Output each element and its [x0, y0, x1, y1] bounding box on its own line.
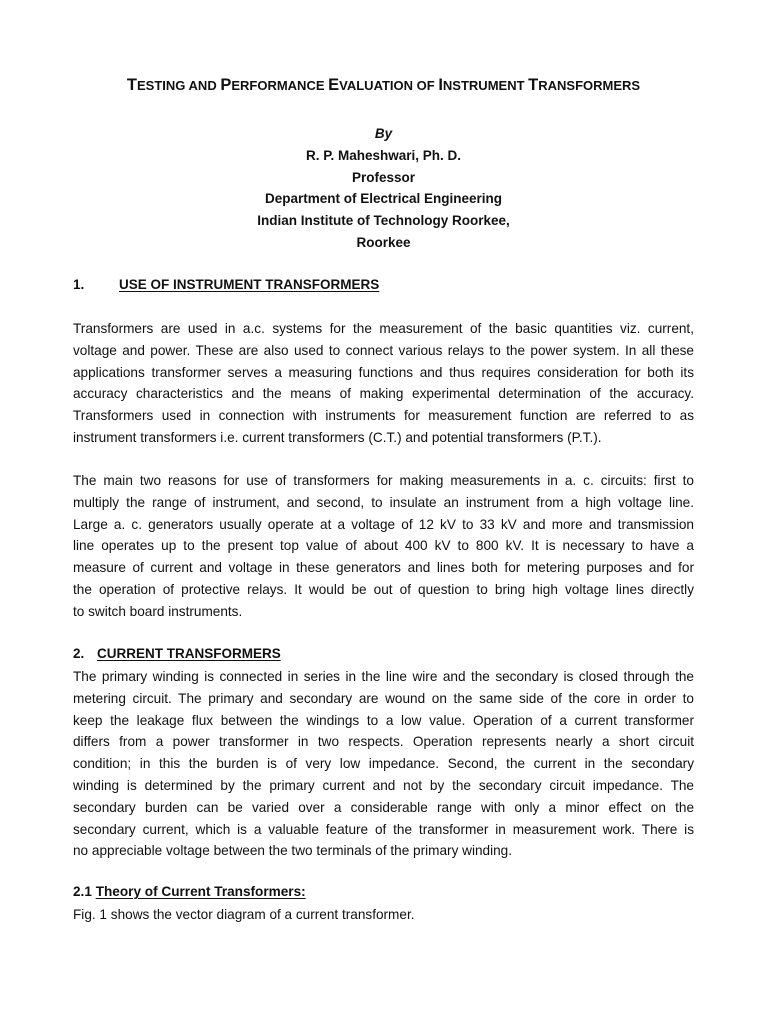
section-title: Theory of Current Transformers: — [95, 884, 306, 899]
document-title — [73, 76, 694, 95]
section-1-paragraph-2 — [73, 470, 694, 623]
title-word: EVALUATION OF — [328, 76, 439, 94]
author-name: R. P. Maheshwari, Ph. D. — [305, 147, 462, 163]
title-word: TRANSFORMERS — [528, 76, 641, 94]
text-line: multiply the range of instrument, and second, to insulate an instrument from a high voltage line. — [73, 494, 694, 510]
text-line: metering circuit. The primary and secondary are wound on the same side of the core in order to — [73, 690, 694, 706]
author-city: Roorkee — [356, 234, 411, 250]
text-line: keep the leakage flux between the windings to a low value. Operation of a current transformer — [73, 712, 694, 728]
section-number: 1. — [73, 277, 85, 292]
text-line: instrument transformers i.e. current transformers (C.T.) and potential transformers (P.T.). — [73, 429, 602, 445]
text-line: winding is determined by the primary current and not by the secondary circuit impedance. The — [73, 777, 694, 793]
section-2-1-paragraph-1 — [73, 904, 694, 926]
section-2-heading — [73, 646, 281, 661]
section-1-paragraph-1 — [73, 318, 694, 449]
text-line: measure of current and voltage in these generators and lines both for metering purposes and for — [73, 560, 694, 576]
byline-by: By — [374, 126, 393, 141]
text-line: condition; in this the burden is of very low impedance. Second, the current in the secondary — [73, 756, 694, 772]
text-line: Transformers are used in a.c. systems for the measurement of the basic quantities viz. current, — [73, 321, 694, 336]
text-line: accuracy characteristics and the means of making experimental determination of the accuracy. — [73, 386, 694, 402]
text-line: Fig. 1 shows the vector diagram of a current transformer. — [73, 907, 415, 922]
text-line: secondary burden can be varied over a considerable range with only a minor effect on the — [73, 799, 694, 815]
text-line: line operates up to the present top value of about 400 kV to 800 kV. It is necessary to have a — [73, 538, 694, 554]
text-line: applications transformer serves a measuring functions and thus requires consideration for both its — [73, 364, 694, 380]
text-line: The main two reasons for use of transformers for making measurements in a. c. circuits: first to — [73, 473, 694, 488]
author-institute: Indian Institute of Technology Roorkee, — [257, 213, 510, 229]
author-department: Department of Electrical Engineering — [264, 191, 503, 207]
text-line: Large a. c. generators usually operate at a voltage of 12 kV to 33 kV and more and transmission — [73, 516, 694, 532]
section-number: 2.1 — [73, 884, 92, 899]
text-line: Transformers used in connection with instruments for measurement function are referred to as — [73, 408, 694, 424]
title-word: TESTING AND — [126, 76, 221, 94]
section-title: CURRENT TRANSFORMERS — [97, 646, 281, 661]
section-2-1-heading — [73, 884, 306, 899]
text-line: no appreciable voltage between the two terminals of the primary winding. — [73, 843, 513, 859]
title-word: PERFORMANCE — [220, 76, 329, 94]
text-line: The primary winding is connected in series in the line wire and the secondary is closed through the — [73, 669, 694, 684]
title-word: INSTRUMENT — [438, 76, 529, 94]
section-title: USE OF INSTRUMENT TRANSFORMERS — [119, 277, 380, 292]
text-line: the operation of protective relays. It would be out of question to bring high voltage lines directly — [73, 581, 694, 597]
text-line: differs from a power transformer in two respects. Operation represents nearly a short circuit — [73, 734, 694, 750]
author-byline — [73, 123, 694, 254]
section-2-paragraph-1 — [73, 666, 694, 862]
text-line: secondary current, which is a valuable feature of the transformer in measurement work. There is — [73, 821, 694, 837]
section-number: 2. — [73, 646, 85, 661]
text-line: to switch board instruments. — [73, 603, 243, 619]
section-1-heading — [73, 277, 379, 292]
text-line: voltage and power. These are also used to connect various relays to the power system. In all these — [73, 342, 694, 358]
author-position: Professor — [351, 169, 416, 185]
